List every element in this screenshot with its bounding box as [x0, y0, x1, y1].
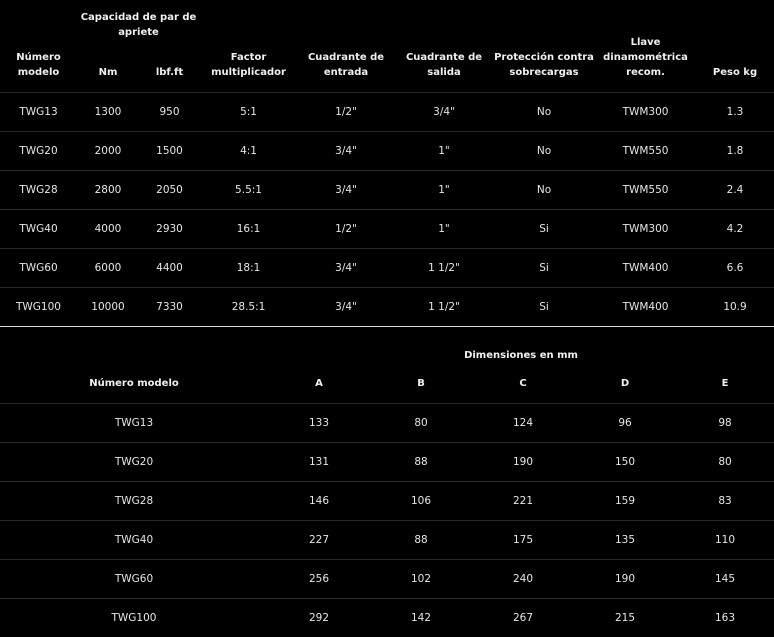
- output-square-cell: 1 1/2": [395, 248, 493, 287]
- lbf-cell: 4400: [139, 248, 200, 287]
- header-b: B: [417, 378, 425, 390]
- model-cell: TWG40: [0, 520, 268, 559]
- header-e: E: [721, 378, 729, 390]
- model-cell: TWG60: [0, 248, 77, 287]
- lbf-cell: 2930: [139, 209, 200, 248]
- header-model-2: Número modelo: [89, 378, 179, 390]
- input-square-cell: 3/4": [297, 248, 395, 287]
- nm-cell: 10000: [77, 287, 139, 326]
- dim-b-cell: 102: [370, 559, 472, 598]
- dim-c-cell: 124: [472, 403, 574, 442]
- header-input-square: Cuadrante de entrada: [307, 51, 385, 78]
- table-row: [0, 92, 774, 131]
- weight-cell: 1.8: [696, 131, 774, 170]
- wrench-cell: TWM300: [595, 92, 696, 131]
- wrench-cell: TWM550: [595, 131, 696, 170]
- weight-cell: 1.3: [696, 92, 774, 131]
- weight-cell: 2.4: [696, 170, 774, 209]
- model-cell: TWG20: [0, 131, 77, 170]
- lbf-cell: 950: [139, 92, 200, 131]
- table-row: [0, 442, 774, 481]
- model-cell: TWG28: [0, 170, 77, 209]
- table-row: [0, 520, 774, 559]
- dim-a-cell: 133: [268, 403, 370, 442]
- factor-cell: 5.5:1: [200, 170, 297, 209]
- header-c: C: [519, 378, 527, 390]
- protection-cell: Si: [493, 287, 595, 326]
- dim-b-cell: 88: [370, 520, 472, 559]
- wrench-cell: TWM400: [595, 248, 696, 287]
- dim-a-cell: 131: [268, 442, 370, 481]
- weight-cell: 10.9: [696, 287, 774, 326]
- weight-cell: 4.2: [696, 209, 774, 248]
- dim-c-cell: 267: [472, 598, 574, 637]
- dim-d-cell: 190: [574, 559, 676, 598]
- input-square-cell: 3/4": [297, 170, 395, 209]
- dim-e-cell: 80: [676, 442, 774, 481]
- factor-cell: 4:1: [200, 131, 297, 170]
- model-cell: TWG20: [0, 442, 268, 481]
- table-row: [0, 170, 774, 209]
- dim-a-cell: 292: [268, 598, 370, 637]
- header-weight: Peso kg: [712, 66, 758, 78]
- table-row: [0, 248, 774, 287]
- header-dimensions: Dimensiones en mm: [464, 350, 578, 361]
- table-row: [0, 403, 774, 442]
- dim-a-cell: 256: [268, 559, 370, 598]
- model-cell: TWG100: [0, 287, 77, 326]
- dim-d-cell: 96: [574, 403, 676, 442]
- output-square-cell: 1": [395, 209, 493, 248]
- table-row: [0, 559, 774, 598]
- output-square-cell: 1": [395, 170, 493, 209]
- lbf-cell: 2050: [139, 170, 200, 209]
- dim-b-cell: 142: [370, 598, 472, 637]
- factor-cell: 28.5:1: [200, 287, 297, 326]
- input-square-cell: 3/4": [297, 287, 395, 326]
- wrench-cell: TWM300: [595, 209, 696, 248]
- header-model: Número modelo: [16, 51, 61, 78]
- model-cell: TWG100: [0, 598, 268, 637]
- weight-cell: 6.6: [696, 248, 774, 287]
- dim-c-cell: 240: [472, 559, 574, 598]
- factor-cell: 5:1: [200, 92, 297, 131]
- output-square-cell: 1": [395, 131, 493, 170]
- dim-b-cell: 106: [370, 481, 472, 520]
- dimensions-table: [0, 327, 774, 637]
- dim-c-cell: 190: [472, 442, 574, 481]
- dim-e-cell: 163: [676, 598, 774, 637]
- dim-d-cell: 159: [574, 481, 676, 520]
- dim-e-cell: 145: [676, 559, 774, 598]
- dim-d-cell: 150: [574, 442, 676, 481]
- protection-cell: No: [493, 92, 595, 131]
- table-row: [0, 598, 774, 637]
- dim-b-cell: 88: [370, 442, 472, 481]
- dim-a-cell: 227: [268, 520, 370, 559]
- model-cell: TWG40: [0, 209, 77, 248]
- nm-cell: 6000: [77, 248, 139, 287]
- table-row: [0, 481, 774, 520]
- dim-c-cell: 175: [472, 520, 574, 559]
- output-square-cell: 3/4": [395, 92, 493, 131]
- model-cell: TWG13: [0, 403, 268, 442]
- input-square-cell: 1/2": [297, 92, 395, 131]
- nm-cell: 2800: [77, 170, 139, 209]
- lbf-cell: 1500: [139, 131, 200, 170]
- nm-cell: 1300: [77, 92, 139, 131]
- factor-cell: 18:1: [200, 248, 297, 287]
- header-output-square: Cuadrante de salida: [405, 51, 483, 78]
- nm-cell: 2000: [77, 131, 139, 170]
- wrench-cell: TWM550: [595, 170, 696, 209]
- header-a: A: [315, 378, 323, 390]
- dim-d-cell: 215: [574, 598, 676, 637]
- table-row: [0, 209, 774, 248]
- wrench-cell: TWM400: [595, 287, 696, 326]
- factor-cell: 16:1: [200, 209, 297, 248]
- dim-e-cell: 110: [676, 520, 774, 559]
- table-row: [0, 131, 774, 170]
- header-capacity: Capacidad de par de apriete: [80, 12, 197, 38]
- protection-cell: No: [493, 131, 595, 170]
- output-square-cell: 1 1/2": [395, 287, 493, 326]
- model-cell: TWG60: [0, 559, 268, 598]
- dim-a-cell: 146: [268, 481, 370, 520]
- header-lbf: lbf.ft: [155, 66, 184, 78]
- header-nm: Nm: [98, 66, 118, 78]
- lbf-cell: 7330: [139, 287, 200, 326]
- dim-e-cell: 83: [676, 481, 774, 520]
- header-overload-protection: Protección contra sobrecargas: [494, 51, 594, 78]
- model-cell: TWG28: [0, 481, 268, 520]
- dim-d-cell: 135: [574, 520, 676, 559]
- table-row: [0, 287, 774, 326]
- header-d: D: [620, 378, 630, 390]
- protection-cell: Si: [493, 248, 595, 287]
- protection-cell: No: [493, 170, 595, 209]
- input-square-cell: 1/2": [297, 209, 395, 248]
- dim-c-cell: 221: [472, 481, 574, 520]
- model-cell: TWG13: [0, 92, 77, 131]
- protection-cell: Si: [493, 209, 595, 248]
- input-square-cell: 3/4": [297, 131, 395, 170]
- nm-cell: 4000: [77, 209, 139, 248]
- dim-e-cell: 98: [676, 403, 774, 442]
- header-recommended-wrench: Llave dinamométrica recom.: [603, 36, 688, 78]
- dim-b-cell: 80: [370, 403, 472, 442]
- header-factor: Factor multiplicador: [211, 51, 286, 78]
